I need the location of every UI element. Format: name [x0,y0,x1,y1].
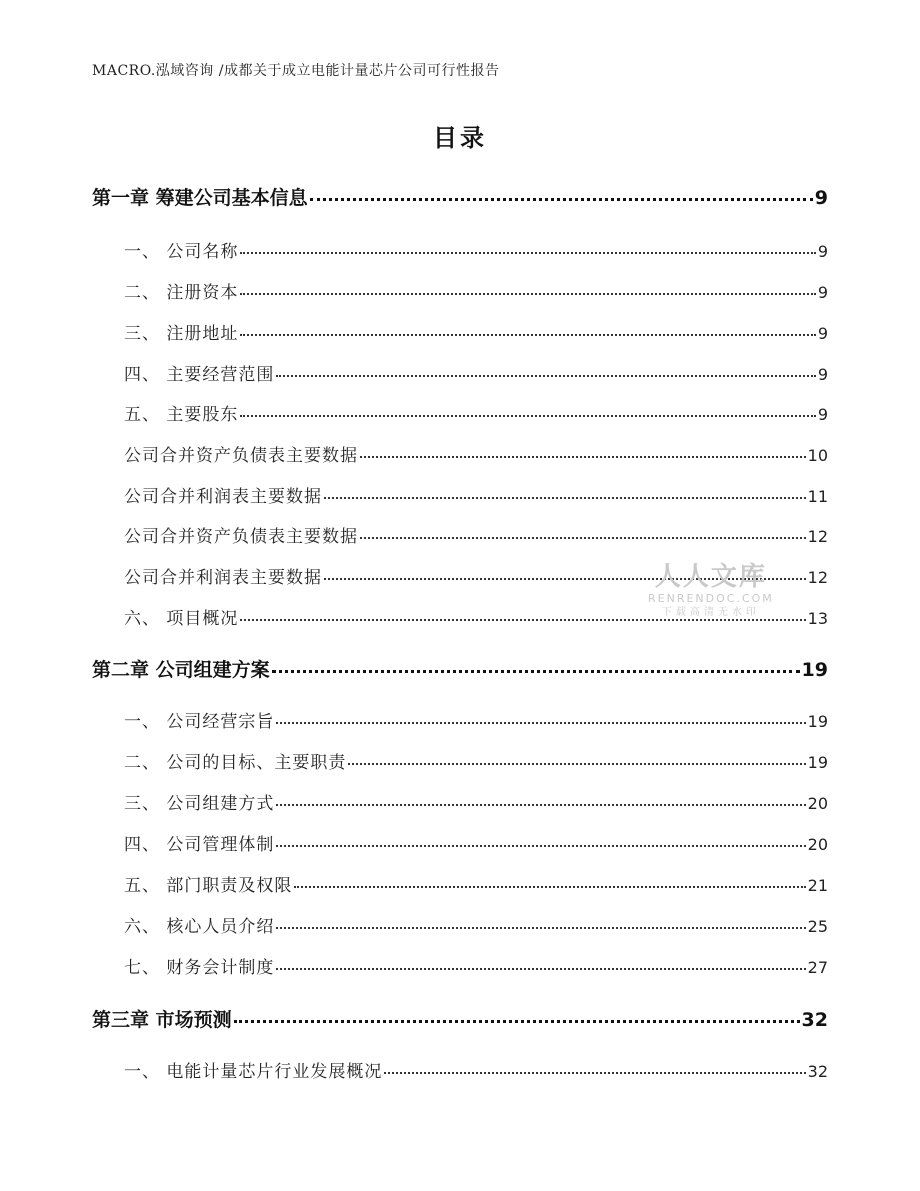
watermark-tagline: 下载高清无水印 [661,607,760,618]
toc-item[interactable] [124,871,828,896]
toc-entry-label: 第三章 市场预测 [92,1009,232,1031]
toc-entry-label: 公司合并利润表主要数据 [124,568,322,588]
toc-page-number: 9 [817,242,828,261]
dot-leader [294,886,805,888]
dot-leader [360,456,806,458]
toc-item[interactable] [124,400,828,425]
toc-item[interactable] [124,748,828,773]
dot-leader [240,415,815,417]
toc-item[interactable] [124,319,828,344]
watermark-logo-text: 人人文库 [654,562,767,592]
toc-item[interactable] [124,830,828,855]
toc-page-number: 19 [801,659,828,681]
dot-leader [348,763,805,765]
toc-page-number: 19 [807,753,828,772]
dot-leader [240,619,805,621]
dot-leader [240,293,815,295]
toc-entry-label: 一、 电能计量芯片行业发展概况 [124,1062,383,1082]
toc-page-number: 32 [807,1062,828,1081]
toc-item[interactable] [124,441,828,466]
toc-entry-label: 四、 主要经营范围 [124,365,275,385]
toc-page-number: 11 [807,487,828,506]
toc-entry-label: 公司合并利润表主要数据 [124,487,322,507]
toc-entry-label: 一、 公司经营宗旨 [124,712,275,732]
toc-page-number: 25 [807,917,828,936]
dot-leader [276,804,805,806]
toc-title: 目录 [433,124,487,152]
dot-leader [310,198,813,201]
toc-page-number: 27 [807,958,828,977]
toc-entry-label: 二、 公司的目标、主要职责 [124,753,347,773]
toc-page-number: 20 [807,835,828,854]
toc-item[interactable] [124,953,828,978]
toc-chapter-1[interactable] [92,183,828,210]
toc-item[interactable] [124,360,828,385]
toc-entry-label: 四、 公司管理体制 [124,835,275,855]
toc-page-number: 21 [807,876,828,895]
dot-leader [240,252,815,254]
toc-entry-label: 五、 部门职责及权限 [124,876,293,896]
dot-leader [276,375,815,377]
page-header: MACRO.泓域咨询 /成都关于成立电能计量芯片公司可行性报告 [92,63,500,79]
toc-item[interactable] [124,789,828,814]
toc-item[interactable] [124,237,828,262]
toc-chapter-3[interactable] [92,1005,828,1032]
toc-page-number: 9 [817,324,828,343]
toc-page-number: 9 [817,365,828,384]
toc-item[interactable] [124,1057,828,1082]
dot-leader [360,537,806,539]
toc-entry-label: 六、 项目概况 [124,609,239,629]
toc-page-number: 9 [814,187,828,209]
toc-item[interactable] [124,482,828,507]
toc-page-number: 32 [801,1009,828,1031]
toc-page-number: 19 [807,712,828,731]
dot-leader [324,578,806,580]
toc-entry-label: 公司合并资产负债表主要数据 [124,446,358,466]
toc-entry-label: 三、 公司组建方式 [124,794,275,814]
toc-page-number: 12 [807,568,828,587]
toc-item[interactable] [124,604,828,629]
toc-entry-label: 第二章 公司组建方案 [92,659,270,681]
toc-entry-label: 公司合并资产负债表主要数据 [124,527,358,547]
dot-leader [276,722,805,724]
toc-page-number: 20 [807,794,828,813]
toc-entry-label: 七、 财务会计制度 [124,958,275,978]
dot-leader [276,927,805,929]
toc-page-number: 12 [807,527,828,546]
toc-entry-label: 六、 核心人员介绍 [124,917,275,937]
watermark-domain: RENRENDOC.COM [648,592,774,605]
dot-leader [234,1020,800,1023]
dot-leader [272,670,800,673]
toc-entry-label: 三、 注册地址 [124,324,239,344]
dot-leader [276,968,805,970]
dot-leader [276,845,805,847]
toc-item[interactable] [124,563,828,588]
toc-entry-label: 五、 主要股东 [124,405,239,425]
toc-page-number: 9 [817,405,828,424]
toc-chapter-2[interactable] [92,655,828,682]
toc-item[interactable] [124,912,828,937]
toc-page-number: 9 [817,283,828,302]
dot-leader [240,334,815,336]
toc-item[interactable] [124,707,828,732]
toc-entry-label: 一、 公司名称 [124,242,239,262]
toc-entry-label: 二、 注册资本 [124,283,239,303]
toc-page-number: 10 [807,446,828,465]
toc-page-number: 13 [807,609,828,628]
toc-entry-label: 第一章 筹建公司基本信息 [92,187,308,209]
toc-item[interactable] [124,522,828,547]
dot-leader [324,497,806,499]
dot-leader [384,1072,805,1074]
toc-item[interactable] [124,278,828,303]
